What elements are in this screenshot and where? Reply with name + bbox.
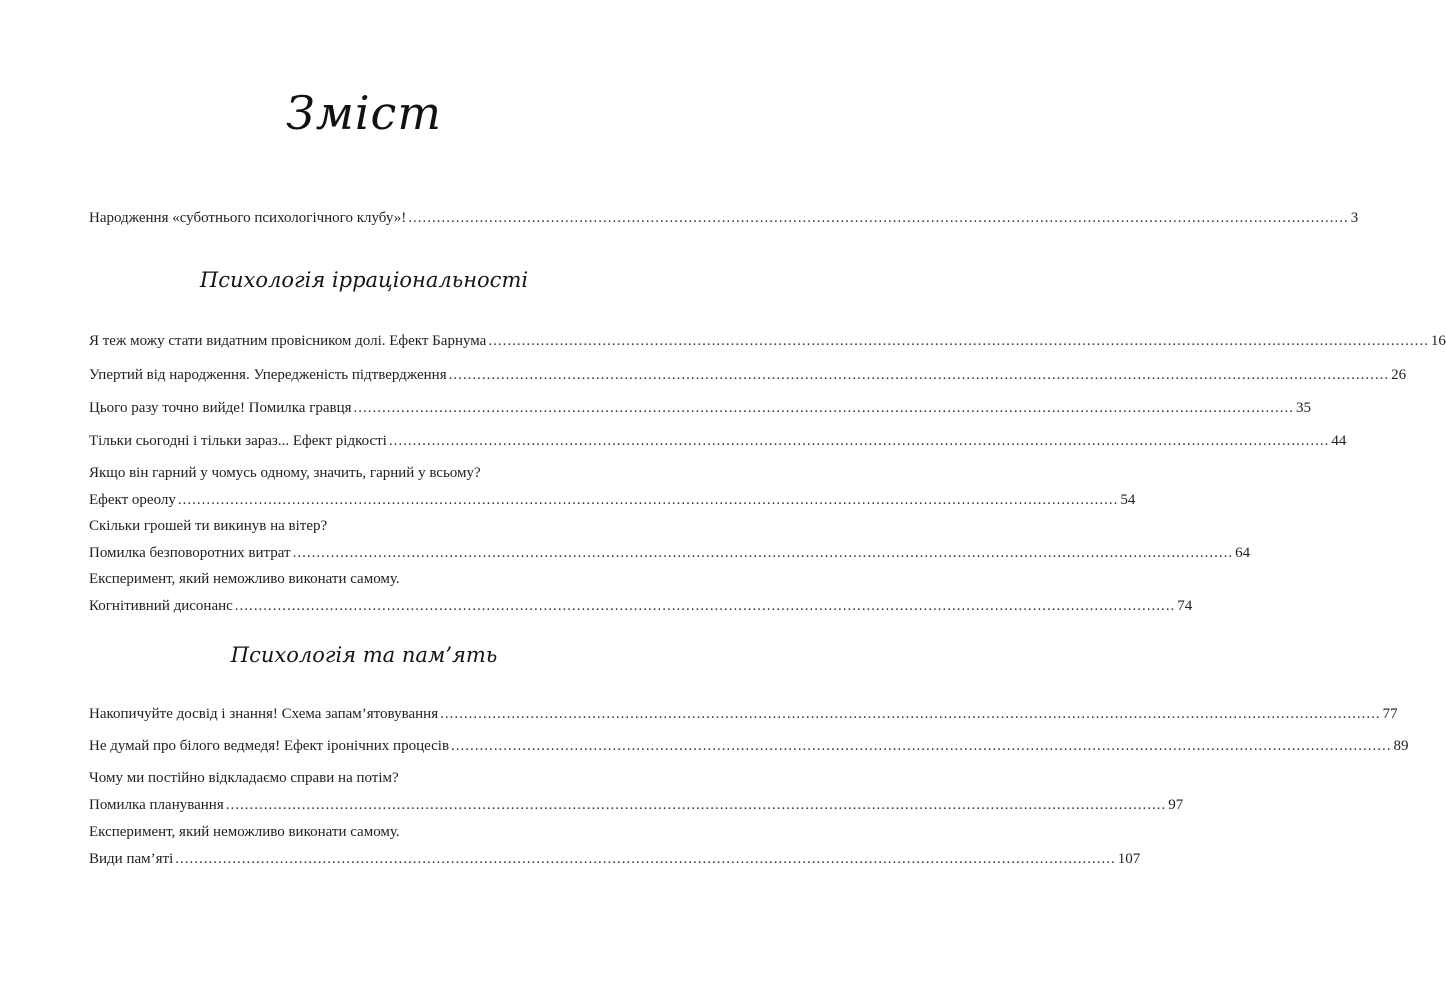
entry-title: Когнітивний дисонанс	[89, 598, 233, 614]
entry-title-line1: Чому ми постійно відкладаємо справи на потім?	[89, 770, 399, 786]
dot-leader	[389, 428, 1330, 455]
dot-leader	[293, 540, 1234, 567]
page-number: 35	[1296, 400, 1312, 416]
entry-title: Види пам’яті	[89, 851, 174, 867]
entry-title-line1: Експеримент, який неможливо виконати самому.	[89, 571, 400, 587]
page-number: 107	[1117, 851, 1141, 867]
page-number: 3	[1350, 210, 1359, 226]
page-number: 54	[1120, 492, 1136, 508]
toc-entry[interactable]	[89, 460, 1136, 514]
dot-leader	[226, 792, 1167, 819]
page-number: 26	[1391, 367, 1407, 383]
toc-entry[interactable]	[89, 765, 1184, 819]
entry-title-line1: Скільки грошей ти викинув на вітер?	[89, 518, 328, 534]
toc-entry[interactable]	[89, 733, 1409, 760]
entry-title: Цього разу точно вийде! Помилка гравця	[89, 400, 352, 416]
section-heading-memory: Психологія та пам’ять	[230, 643, 498, 667]
page-number: 89	[1393, 738, 1409, 754]
toc-entry[interactable]	[89, 395, 1312, 422]
entry-title-line1: Якщо він гарний у чомусь одному, значить, гарний у всьому?	[89, 465, 481, 481]
page-number: 77	[1382, 706, 1398, 722]
entry-title: Помилка планування	[89, 797, 224, 813]
toc-entry[interactable]	[89, 328, 1446, 355]
page-number: 64	[1235, 545, 1251, 561]
page-number: 16	[1430, 333, 1446, 349]
entry-title: Накопичуйте досвід і знання! Схема запам’ятовування	[89, 706, 439, 722]
toc-entry[interactable]	[89, 819, 1141, 873]
dot-leader	[178, 487, 1119, 514]
toc-entry[interactable]	[89, 566, 1193, 620]
entry-title: Народження «суботнього психологічного клубу»!	[89, 210, 407, 226]
entry-title: Ефект ореолу	[89, 492, 176, 508]
toc-entry[interactable]	[89, 701, 1398, 728]
entry-title: Тільки сьогодні і тільки зараз... Ефект рідкості	[89, 433, 387, 449]
toc-entry[interactable]	[89, 428, 1347, 455]
entry-title: Я теж можу стати видатним провісником долі. Ефект Барнума	[89, 333, 487, 349]
dot-leader	[408, 205, 1349, 232]
page-number: 74	[1177, 598, 1193, 614]
page-number: 44	[1331, 433, 1347, 449]
dot-leader	[440, 701, 1381, 728]
toc-entry[interactable]	[89, 513, 1251, 567]
entry-title: Не думай про білого ведмедя! Ефект іронічних процесів	[89, 738, 450, 754]
dot-leader	[449, 362, 1390, 389]
entry-title-line1: Експеримент, який неможливо виконати самому.	[89, 824, 400, 840]
entry-title: Упертий від народження. Упередженість підтвердження	[89, 367, 447, 383]
dot-leader	[354, 395, 1295, 422]
dot-leader	[175, 846, 1116, 873]
dot-leader	[488, 328, 1429, 355]
dot-leader	[235, 593, 1176, 620]
entry-title: Помилка безповоротних витрат	[89, 545, 291, 561]
section-heading-irrationality: Психологія ірраціональності	[199, 268, 529, 292]
toc-entry-intro[interactable]	[89, 205, 1359, 232]
toc-entry[interactable]	[89, 362, 1407, 389]
dot-leader	[451, 733, 1392, 760]
page-number: 97	[1168, 797, 1184, 813]
page-title: Зміст	[286, 86, 442, 140]
